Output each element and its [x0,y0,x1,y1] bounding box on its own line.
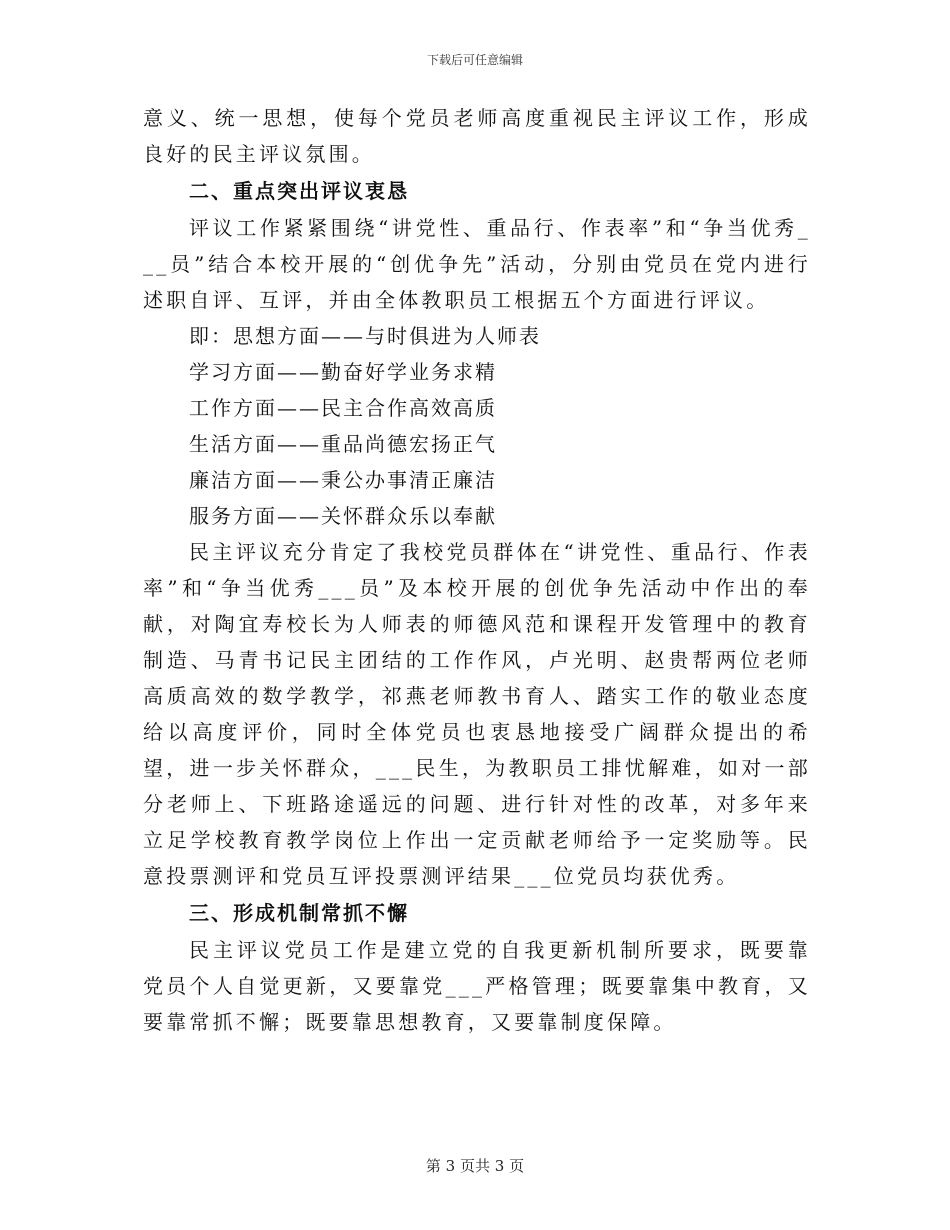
page-header: 下载后可任意编辑 [426,53,523,67]
paragraph-results: 民主评议充分肯定了我校党员群体在“讲党性、重品行、作表率”和“争当优秀___员”及本校开展的创优争先活动中作出的奉献，对陶宜寿校长为人师表的师德风范和课程开发管理中的教育制造、马青书记民主团结的工作作风，卢光明、赵贵帮两位老师高质高效的数学教学，祁燕老师教书育人、踏实工作的敬业态度给以高度评价，同时全体党员也衷恳地接受广阔群众提出的希望，进一步关怀群众，___民生，为教职员工排忧解难，如对一部分老师上、下班路途遥远的问题、进行针对性的改革，对多年来立足学校教育教学岗位上作出一定贡献老师给予一定奖励等。民意投票测评和党员互评投票测评结果___位党员均获优秀。 [143,540,811,888]
section-heading-2: 二、重点突出评议衷恳 [189,179,409,203]
list-item-service: 服务方面——关怀群众乐以奉献 [189,504,497,528]
section-heading-3: 三、形成机制常抓不懈 [189,901,409,925]
list-item-life: 生活方面——重品尚德宏扬正气 [189,432,497,456]
paragraph-intro: 意义、统一思想，使每个党员老师高度重视民主评议工作，形成良好的民主评议氛围。 [143,106,811,166]
paragraph-evaluation: 评议工作紧紧围绕“讲党性、重品行、作表率”和“争当优秀___员”结合本校开展的“创优争先”活动，分别由党员在党内进行述职自评、互评，并由全体教职员工根据五个方面进行评议。 [143,216,811,312]
document-body [143,100,811,1040]
list-item-thought: 即：思想方面——与时俱进为人师表 [189,324,541,348]
list-item-integrity: 廉洁方面——秉公办事清正廉洁 [189,468,497,492]
paragraph-mechanism: 民主评议党员工作是建立党的自我更新机制所要求，既要靠党员个人自觉更新，又要靠党___严格管理；既要靠集中教育，又要靠常抓不懈；既要靠思想教育，又要靠制度保障。 [143,938,811,1034]
page-footer: 第 3 页共 3 页 [425,1157,525,1175]
list-item-study: 学习方面——勤奋好学业务求精 [189,360,497,384]
list-item-work: 工作方面——民主合作高效高质 [189,396,497,420]
